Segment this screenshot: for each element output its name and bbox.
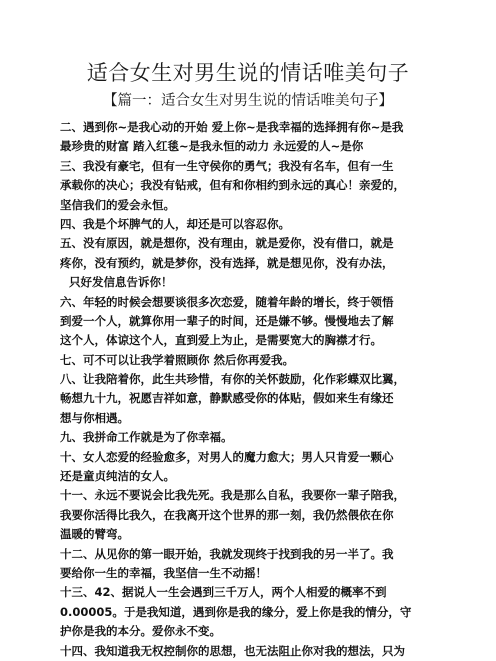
body-line: 还是童贞纯洁的女人。 xyxy=(60,469,175,484)
document-body xyxy=(60,118,440,661)
body-line: 疼你，没有预约，就是梦你，没有选择，就是想见你，没有办法， xyxy=(60,255,394,270)
body-line: 畅想九十九，祝愿吉祥如意，静默感受你的体贴，假如来生有缘还 xyxy=(60,391,394,406)
body-line: 六、年轻的时候会想要谈很多次恋爱，随着年龄的增长，终于领悟 xyxy=(60,294,394,309)
body-line: 八、让我陪着你，此生共珍惜，有你的关怀鼓励，化作彩蝶双比翼， xyxy=(60,372,405,387)
body-line: 温暖的臂弯。 xyxy=(60,527,129,542)
body-line: 要给你一生的幸福，我坚信一生不动摇！ xyxy=(60,565,267,580)
body-line: 到爱一个人，就算你用一辈子的时间，还是嫌不够。慢慢地去了解 xyxy=(60,313,394,328)
section-heading: 【篇一：适合女生对男生说的情话唯美句子】 xyxy=(103,93,393,109)
body-line: 十四、我知道我无权控制你的思想，也无法阻止你对我的想法，只为 xyxy=(60,643,405,658)
body-line: 这个人，体谅这个人，直到爱上为止，是需要宽大的胸襟才行。 xyxy=(60,333,382,348)
body-line: 护你是我的本分。爱你永不变。 xyxy=(60,624,221,639)
body-line: 十三、42、据说人一生会遇到三千万人，两个人相爱的概率不到 xyxy=(60,585,387,600)
body-line: 坚信我们的爱会永恒。 xyxy=(60,197,175,212)
body-line: 十、女人恋爱的经验愈多，对男人的魔力愈大；男人只肯爱一颗心 xyxy=(60,449,394,464)
body-line: 九、我拼命工作就是为了你幸福。 xyxy=(60,430,233,445)
body-line: 我要你活得比我久，在我离开这个世界的那一刻，我仍然偎依在你 xyxy=(60,507,394,522)
body-line: 十二、从见你的第一眼开始，我就发现终于找到我的另一半了。我 xyxy=(60,546,394,561)
body-line: 四、我是个坏脾气的人，却还是可以容忍你。 xyxy=(60,216,290,231)
body-line: 0.00005。于是我知道，遇到你是我的缘分，爱上你是我的情分，守 xyxy=(60,604,412,619)
body-line: 最珍贵的财富 踏入红毯~是我永恒的动力 永远爱的人~是你 xyxy=(60,139,364,154)
page-title: 适合女生对男生说的情话唯美句子 xyxy=(86,61,410,85)
body-line: 十一、永远不要说会比我先死。我是那么自私，我要你一辈子陪我， xyxy=(60,488,405,503)
body-line: 承载你的决心；我没有钻戒，但有和你相约到永远的真心！亲爱的， xyxy=(60,178,405,193)
body-line: 五、没有原因，就是想你，没有理由，就是爱你，没有借口，就是 xyxy=(60,236,394,251)
body-line: 三、我没有豪宅，但有一生守侯你的勇气；我没有名车，但有一生 xyxy=(60,158,394,173)
body-line: 想与你相遇。 xyxy=(60,410,129,425)
body-line: 七、可不可以让我学着照顾你 然后你再爱我。 xyxy=(60,352,295,367)
body-line: 只好发信息告诉你！ xyxy=(69,275,173,290)
body-line: 二、遇到你~是我心动的开始 爱上你~是我幸福的选择拥有你~是我 xyxy=(60,120,404,134)
